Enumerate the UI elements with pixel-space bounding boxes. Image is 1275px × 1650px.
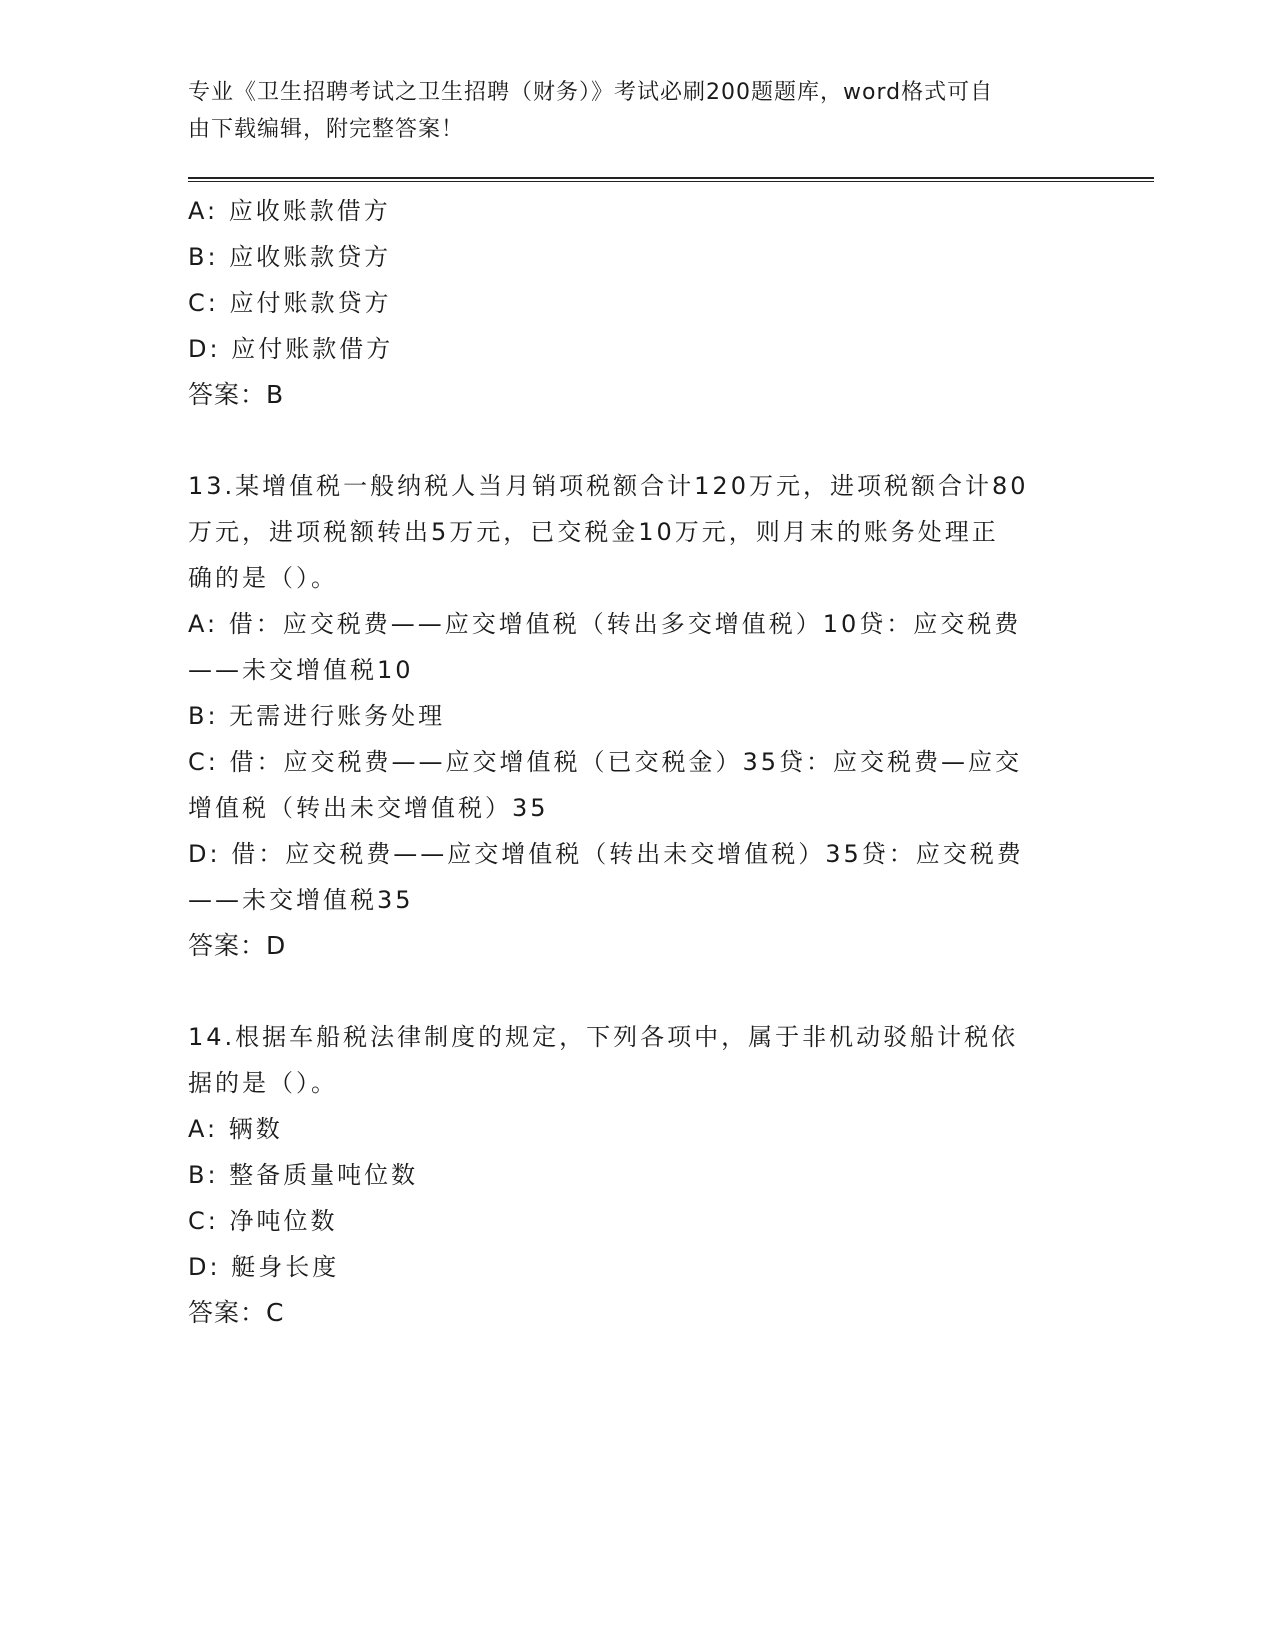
question-stem-line: 13.某增值税一般纳税人当月销项税额合计120万元，进项税额合计80 (188, 472, 1029, 500)
option-d: D: 艇身长度 (188, 1253, 340, 1281)
header-line-2: 由下载编辑，附完整答案！ (188, 117, 465, 142)
option-b: B: 应收账款贷方 (188, 243, 392, 271)
option-c-continued: 增值税（转出未交增值税）35 (188, 794, 549, 822)
answer: 答案：B (188, 380, 285, 409)
question-stem-line: 确的是（）。 (188, 564, 338, 592)
question-stem-line: 据的是（）。 (188, 1069, 338, 1097)
question-stem-line: 万元，进项税额转出5万元，已交税金10万元，则月末的账务处理正 (188, 518, 999, 546)
option-a: A: 辆数 (188, 1115, 283, 1143)
question-12-tail (188, 188, 1088, 418)
option-c: C: 应付账款贷方 (188, 289, 392, 317)
document-body (188, 188, 1088, 1336)
option-c: C: 净吨位数 (188, 1207, 338, 1235)
page-header (188, 74, 1068, 148)
option-a: A: 应收账款借方 (188, 197, 391, 225)
option-d-continued: ——未交增值税35 (188, 886, 414, 914)
header-divider (188, 177, 1154, 182)
question-13 (188, 463, 1088, 969)
header-line-1: 专业《卫生招聘考试之卫生招聘（财务）》考试必刷200题题库，word格式可自 (188, 80, 994, 105)
answer: 答案：C (188, 1298, 285, 1327)
option-d: D: 应付账款借方 (188, 335, 394, 363)
question-stem-line: 14.根据车船税法律制度的规定，下列各项中，属于非机动驳船计税依 (188, 1023, 1019, 1051)
option-b: B: 无需进行账务处理 (188, 702, 446, 730)
option-c: C: 借：应交税费——应交增值税（已交税金）35贷：应交税费—应交 (188, 748, 1023, 776)
answer: 答案：D (188, 931, 287, 960)
option-a-continued: ——未交增值税10 (188, 656, 414, 684)
option-d: D: 借：应交税费——应交增值税（转出未交增值税）35贷：应交税费 (188, 840, 1024, 868)
question-14 (188, 1014, 1088, 1336)
option-a: A: 借：应交税费——应交增值税（转出多交增值税）10贷：应交税费 (188, 610, 1022, 638)
option-b: B: 整备质量吨位数 (188, 1161, 419, 1189)
